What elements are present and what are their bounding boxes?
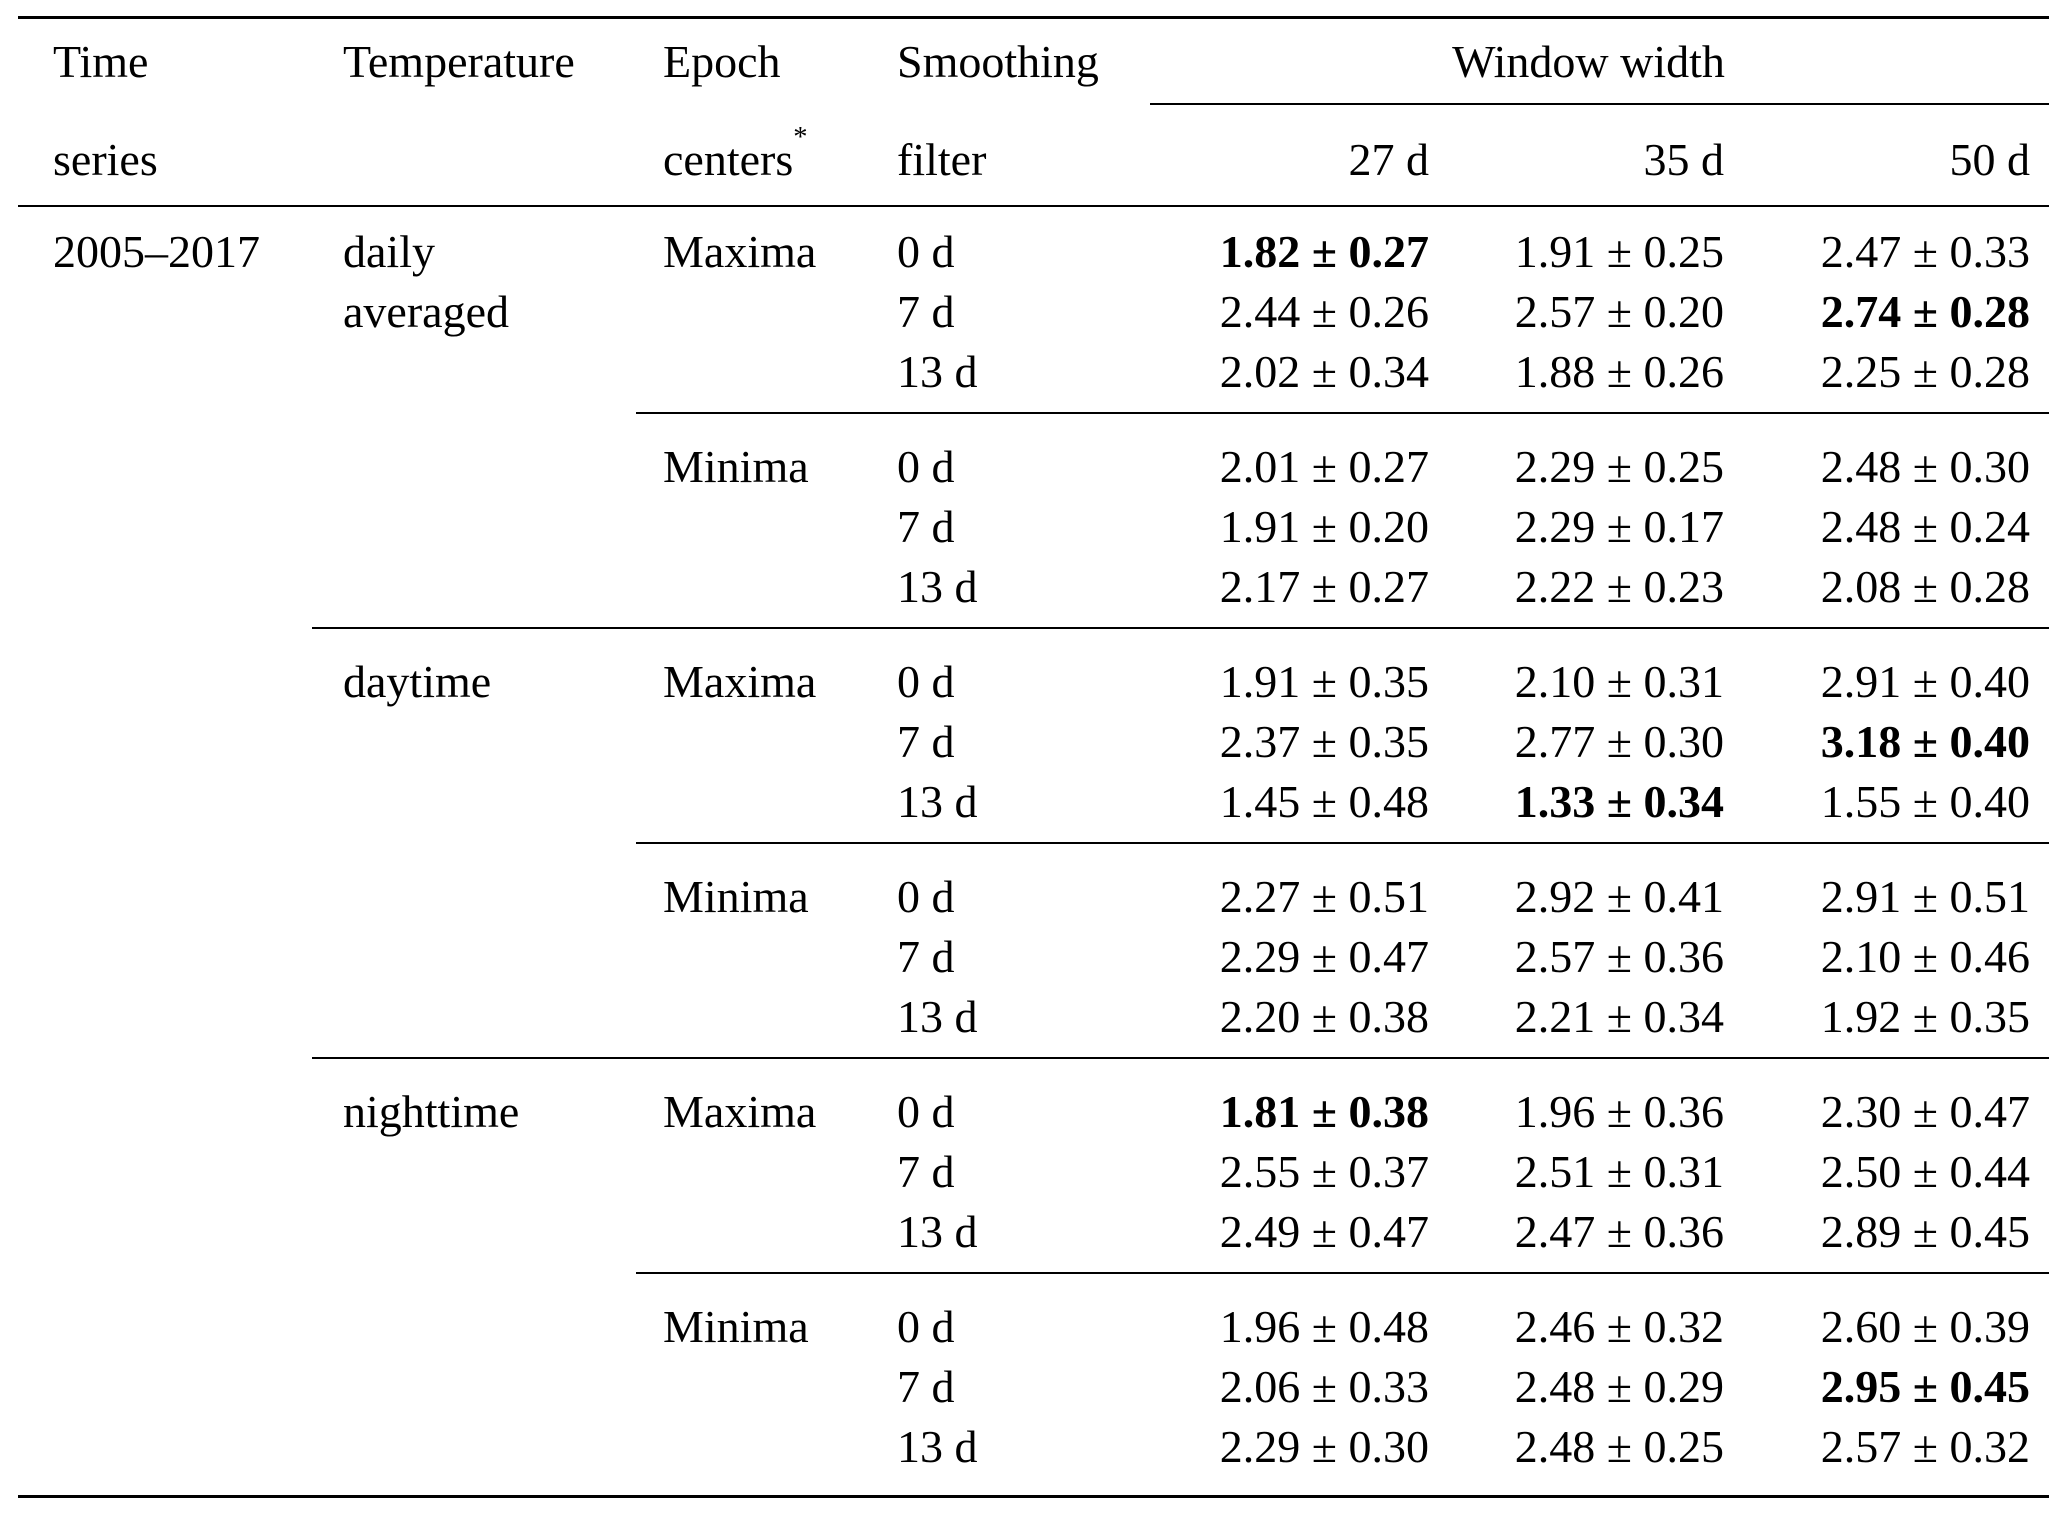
smoothing-filter-label: 7 d <box>897 1361 955 1412</box>
cell-window-50d: 2.74 ± 0.28 <box>1820 286 2030 337</box>
cell-window-50d: 2.50 ± 0.44 <box>1820 1146 2030 1197</box>
header-50d: 50 d <box>1949 134 2030 185</box>
header-row-2 <box>18 121 2049 186</box>
table-rule-group-3 <box>636 842 2049 844</box>
table-row <box>18 1146 2049 1198</box>
cell-window-35d: 2.77 ± 0.30 <box>1514 716 1724 767</box>
cell-window-35d: 2.92 ± 0.41 <box>1514 871 1724 922</box>
smoothing-filter-label: 0 d <box>897 1086 955 1137</box>
table-row <box>18 931 2049 983</box>
smoothing-filter-label: 13 d <box>897 561 978 612</box>
table-row <box>18 871 2049 923</box>
table-rule-group-4 <box>312 1057 2049 1059</box>
cell-window-27d: 2.02 ± 0.34 <box>1219 346 1429 397</box>
header-35d: 35 d <box>1643 134 1724 185</box>
table-row <box>18 1086 2049 1138</box>
cell-window-50d: 2.25 ± 0.28 <box>1820 346 2030 397</box>
epoch-label: Minima <box>663 1301 809 1352</box>
smoothing-filter-label: 13 d <box>897 776 978 827</box>
header-row-1 <box>18 36 2049 88</box>
smoothing-filter-label: 7 d <box>897 716 955 767</box>
header-temperature: Temperature <box>343 36 575 87</box>
cell-window-50d: 2.60 ± 0.39 <box>1820 1301 2030 1352</box>
table-row <box>18 441 2049 493</box>
cell-window-35d: 1.96 ± 0.36 <box>1514 1086 1724 1137</box>
smoothing-filter-label: 0 d <box>897 226 955 277</box>
cell-window-35d: 1.88 ± 0.26 <box>1514 346 1724 397</box>
cell-window-27d: 1.82 ± 0.27 <box>1219 226 1429 277</box>
cell-window-27d: 2.49 ± 0.47 <box>1219 1206 1429 1257</box>
cell-window-50d: 2.57 ± 0.32 <box>1820 1421 2030 1472</box>
epoch-label: Minima <box>663 441 809 492</box>
header-series: series <box>53 134 158 185</box>
header-centers <box>663 121 897 186</box>
cell-window-27d: 2.37 ± 0.35 <box>1219 716 1429 767</box>
table-row <box>18 501 2049 553</box>
cell-window-27d: 1.45 ± 0.48 <box>1219 776 1429 827</box>
cell-window-35d: 2.48 ± 0.29 <box>1514 1361 1724 1412</box>
cell-window-35d: 2.51 ± 0.31 <box>1514 1146 1724 1197</box>
smoothing-filter-label: 0 d <box>897 1301 955 1352</box>
cell-window-27d: 1.91 ± 0.35 <box>1219 656 1429 707</box>
cell-window-50d: 2.95 ± 0.45 <box>1820 1361 2030 1412</box>
smoothing-filter-label: 7 d <box>897 931 955 982</box>
table-row <box>18 1206 2049 1258</box>
table-rule-top <box>18 16 2049 19</box>
table-row <box>18 226 2049 278</box>
cell-window-27d: 2.20 ± 0.38 <box>1219 991 1429 1042</box>
cell-window-35d: 2.29 ± 0.17 <box>1514 501 1724 552</box>
epoch-label: Minima <box>663 871 809 922</box>
cell-window-35d: 2.10 ± 0.31 <box>1514 656 1724 707</box>
cell-window-27d: 1.91 ± 0.20 <box>1219 501 1429 552</box>
cell-window-27d: 2.01 ± 0.27 <box>1219 441 1429 492</box>
table-rule-bottom <box>18 1495 2049 1498</box>
table-rule-window-width <box>1150 103 2049 105</box>
table-row <box>18 1421 2049 1473</box>
time-series-label: 2005–2017 <box>53 226 260 277</box>
header-asterisk-marker: * <box>793 121 808 153</box>
cell-window-50d: 2.48 ± 0.30 <box>1820 441 2030 492</box>
cell-window-35d: 2.22 ± 0.23 <box>1514 561 1724 612</box>
smoothing-filter-label: 7 d <box>897 286 955 337</box>
cell-window-50d: 3.18 ± 0.40 <box>1820 716 2030 767</box>
cell-window-50d: 2.48 ± 0.24 <box>1820 501 2030 552</box>
table-row <box>18 1301 2049 1353</box>
table-row <box>18 1361 2049 1413</box>
header-window-width: Window width <box>1452 36 1725 87</box>
epoch-label: Maxima <box>663 226 817 277</box>
table-rule-group-2 <box>312 627 2049 629</box>
table-row <box>18 716 2049 768</box>
smoothing-filter-label: 13 d <box>897 346 978 397</box>
smoothing-filter-label: 7 d <box>897 501 955 552</box>
cell-window-27d: 2.27 ± 0.51 <box>1219 871 1429 922</box>
temperature-label: daily <box>343 226 435 277</box>
temperature-label-line2: averaged <box>343 286 509 337</box>
smoothing-filter-label: 7 d <box>897 1146 955 1197</box>
header-filter: filter <box>897 134 987 185</box>
header-centers-text: centers <box>663 134 794 185</box>
cell-window-50d: 2.10 ± 0.46 <box>1820 931 2030 982</box>
cell-window-35d: 2.57 ± 0.36 <box>1514 931 1724 982</box>
smoothing-filter-label: 0 d <box>897 871 955 922</box>
epoch-label: Maxima <box>663 656 817 707</box>
cell-window-35d: 2.57 ± 0.20 <box>1514 286 1724 337</box>
cell-window-27d: 2.29 ± 0.30 <box>1219 1421 1429 1472</box>
header-27d: 27 d <box>1348 134 1429 185</box>
temperature-label: daytime <box>343 656 492 707</box>
table-row <box>18 991 2049 1043</box>
smoothing-filter-label: 13 d <box>897 1421 978 1472</box>
cell-window-27d: 2.29 ± 0.47 <box>1219 931 1429 982</box>
cell-window-27d: 2.55 ± 0.37 <box>1219 1146 1429 1197</box>
cell-window-35d: 2.21 ± 0.34 <box>1514 991 1724 1042</box>
cell-window-50d: 2.30 ± 0.47 <box>1820 1086 2030 1137</box>
cell-window-50d: 2.91 ± 0.40 <box>1820 656 2030 707</box>
header-epoch: Epoch <box>663 36 781 87</box>
table-rule-group-1 <box>636 412 2049 414</box>
cell-window-35d: 2.46 ± 0.32 <box>1514 1301 1724 1352</box>
header-time: Time <box>53 36 149 87</box>
cell-window-50d: 2.89 ± 0.45 <box>1820 1206 2030 1257</box>
table-row <box>18 346 2049 398</box>
epoch-label: Maxima <box>663 1086 817 1137</box>
smoothing-filter-label: 0 d <box>897 441 955 492</box>
cell-window-50d: 1.92 ± 0.35 <box>1820 991 2030 1042</box>
cell-window-50d: 2.08 ± 0.28 <box>1820 561 2030 612</box>
cell-window-27d: 2.44 ± 0.26 <box>1219 286 1429 337</box>
table-rule-header <box>18 205 2049 207</box>
cell-window-27d: 1.81 ± 0.38 <box>1219 1086 1429 1137</box>
table-rule-group-5 <box>636 1272 2049 1274</box>
cell-window-35d: 1.91 ± 0.25 <box>1514 226 1724 277</box>
smoothing-filter-label: 13 d <box>897 991 978 1042</box>
cell-window-35d: 2.47 ± 0.36 <box>1514 1206 1724 1257</box>
cell-window-50d: 1.55 ± 0.40 <box>1820 776 2030 827</box>
cell-window-27d: 1.96 ± 0.48 <box>1219 1301 1429 1352</box>
header-smoothing: Smoothing <box>897 36 1099 87</box>
table-row <box>18 656 2049 708</box>
table-row <box>18 286 2049 338</box>
cell-window-35d: 2.29 ± 0.25 <box>1514 441 1724 492</box>
cell-window-27d: 2.06 ± 0.33 <box>1219 1361 1429 1412</box>
table-row <box>18 776 2049 828</box>
cell-window-27d: 2.17 ± 0.27 <box>1219 561 1429 612</box>
smoothing-filter-label: 13 d <box>897 1206 978 1257</box>
temperature-label: nighttime <box>343 1086 520 1137</box>
smoothing-filter-label: 0 d <box>897 656 955 707</box>
cell-window-50d: 2.91 ± 0.51 <box>1820 871 2030 922</box>
cell-window-35d: 2.48 ± 0.25 <box>1514 1421 1724 1472</box>
table-row <box>18 561 2049 613</box>
cell-window-35d: 1.33 ± 0.34 <box>1514 776 1724 827</box>
cell-window-50d: 2.47 ± 0.33 <box>1820 226 2030 277</box>
